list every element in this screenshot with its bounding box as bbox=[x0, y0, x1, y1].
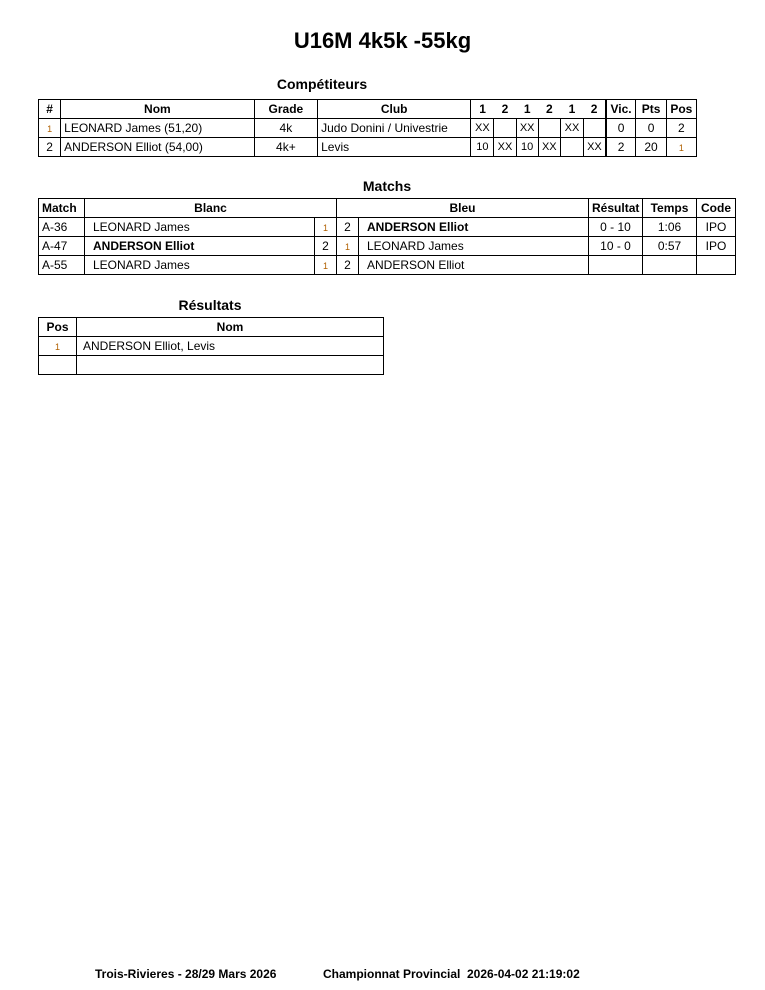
score-cell bbox=[538, 119, 560, 138]
matches-heading: Matchs bbox=[362, 178, 412, 194]
position: 2 bbox=[666, 119, 696, 138]
blue-player: ANDERSON Elliot bbox=[359, 218, 589, 237]
match-row bbox=[39, 237, 736, 256]
match-id: A-47 bbox=[39, 237, 85, 256]
score-cell: XX bbox=[516, 119, 538, 138]
white-player: LEONARD James bbox=[85, 256, 315, 275]
col-club: Club bbox=[318, 100, 471, 119]
col-s5: 1 bbox=[560, 100, 583, 119]
footer-timestamp: 2026-04-02 21:19:02 bbox=[467, 967, 580, 981]
score-cell: XX bbox=[560, 119, 583, 138]
footer-event: Championnat Provincial bbox=[323, 967, 461, 981]
position: 1 bbox=[678, 143, 684, 153]
competitors-table bbox=[38, 99, 697, 157]
col-name: Nom bbox=[77, 318, 384, 337]
competitor-number: 2 bbox=[39, 138, 61, 157]
match-code: IPO bbox=[697, 218, 736, 237]
result-name: ANDERSON Elliot, Levis bbox=[77, 337, 384, 356]
score-cell: XX bbox=[538, 138, 560, 157]
competitor-name: LEONARD James (51,20) bbox=[61, 119, 254, 138]
matches-table bbox=[38, 198, 736, 275]
col-pos: Pos bbox=[666, 100, 696, 119]
competitor-grade: 4k bbox=[254, 119, 317, 138]
col-name: Nom bbox=[61, 100, 254, 119]
col-time: Temps bbox=[643, 199, 697, 218]
points: 20 bbox=[636, 138, 666, 157]
col-blue: Bleu bbox=[337, 199, 589, 218]
col-pts: Pts bbox=[636, 100, 666, 119]
competitor-club: Judo Donini / Univestrie bbox=[318, 119, 471, 138]
match-time: 1:06 bbox=[643, 218, 697, 237]
result-position: 1 bbox=[54, 342, 60, 352]
score-cell: 10 bbox=[471, 138, 494, 157]
result-row bbox=[39, 356, 384, 375]
col-s1: 1 bbox=[471, 100, 494, 119]
page-title: U16M 4k5k -55kg bbox=[293, 28, 472, 53]
blue-player: ANDERSON Elliot bbox=[359, 256, 589, 275]
points: 0 bbox=[636, 119, 666, 138]
white-number: 2 bbox=[315, 237, 337, 256]
competitor-number: 1 bbox=[47, 124, 53, 134]
col-vic: Vic. bbox=[606, 100, 636, 119]
competitor-club: Levis bbox=[318, 138, 471, 157]
results-table bbox=[38, 317, 384, 375]
white-player: LEONARD James bbox=[85, 218, 315, 237]
matches-header-row bbox=[39, 199, 736, 218]
white-number: 1 bbox=[322, 261, 328, 271]
match-row bbox=[39, 256, 736, 275]
blue-player: LEONARD James bbox=[359, 237, 589, 256]
competitors-header-row bbox=[39, 100, 697, 119]
match-result: 10 - 0 bbox=[589, 237, 643, 256]
score-cell bbox=[494, 119, 516, 138]
footer-location: Trois-Rivieres - 28/29 Mars 2026 bbox=[95, 967, 277, 981]
col-s6: 2 bbox=[584, 100, 606, 119]
col-result: Résultat bbox=[589, 199, 643, 218]
competitor-row bbox=[39, 119, 697, 138]
col-num: # bbox=[39, 100, 61, 119]
score-cell: XX bbox=[471, 119, 494, 138]
col-s3: 1 bbox=[516, 100, 538, 119]
white-player: ANDERSON Elliot bbox=[85, 237, 315, 256]
results-heading: Résultats bbox=[178, 297, 242, 313]
results-header-row bbox=[39, 318, 384, 337]
score-cell: 10 bbox=[516, 138, 538, 157]
result-position bbox=[39, 356, 77, 375]
col-grade: Grade bbox=[254, 100, 317, 119]
col-white: Blanc bbox=[85, 199, 337, 218]
victories: 0 bbox=[606, 119, 636, 138]
match-result: 0 - 10 bbox=[589, 218, 643, 237]
score-cell: XX bbox=[494, 138, 516, 157]
col-s4: 2 bbox=[538, 100, 560, 119]
match-result bbox=[589, 256, 643, 275]
competitor-row bbox=[39, 138, 697, 157]
competitor-name: ANDERSON Elliot (54,00) bbox=[61, 138, 254, 157]
blue-number: 2 bbox=[337, 256, 359, 275]
col-code: Code bbox=[697, 199, 736, 218]
score-cell bbox=[560, 138, 583, 157]
white-number: 1 bbox=[322, 223, 328, 233]
result-row bbox=[39, 337, 384, 356]
result-name bbox=[77, 356, 384, 375]
match-time: 0:57 bbox=[643, 237, 697, 256]
col-match: Match bbox=[39, 199, 85, 218]
col-pos: Pos bbox=[39, 318, 77, 337]
match-code bbox=[697, 256, 736, 275]
match-id: A-36 bbox=[39, 218, 85, 237]
match-id: A-55 bbox=[39, 256, 85, 275]
match-row bbox=[39, 218, 736, 237]
victories: 2 bbox=[606, 138, 636, 157]
competitor-grade: 4k+ bbox=[254, 138, 317, 157]
score-cell bbox=[584, 119, 606, 138]
match-time bbox=[643, 256, 697, 275]
score-cell: XX bbox=[584, 138, 606, 157]
blue-number: 2 bbox=[337, 218, 359, 237]
blue-number: 1 bbox=[344, 242, 350, 252]
col-s2: 2 bbox=[494, 100, 516, 119]
competitors-heading: Compétiteurs bbox=[276, 76, 368, 92]
match-code: IPO bbox=[697, 237, 736, 256]
